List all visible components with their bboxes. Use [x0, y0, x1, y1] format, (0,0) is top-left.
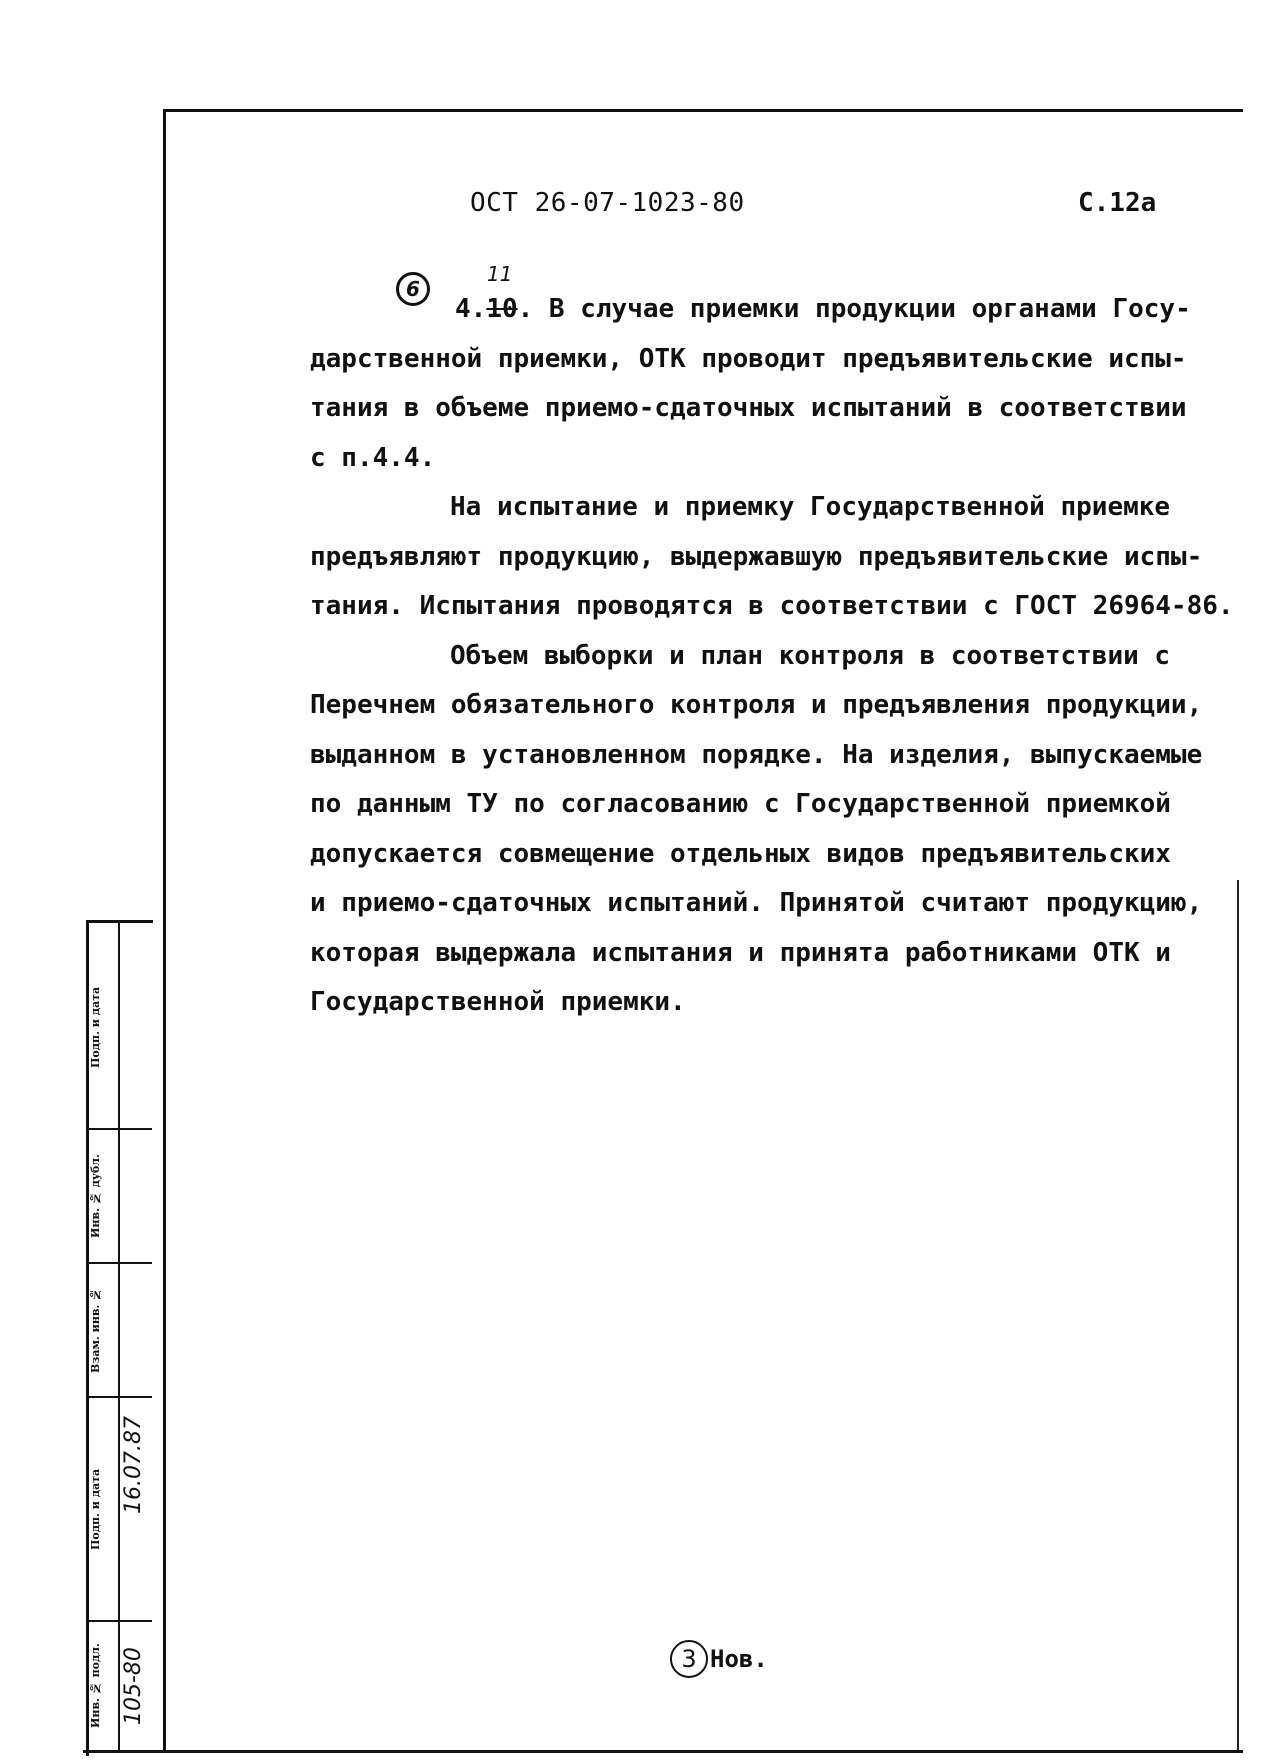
text-line: предъявляют продукцию, выдержавшую предъявительские испы-	[310, 541, 1203, 572]
document-code: ОСТ 26-07-1023-80	[470, 188, 745, 218]
page-frame-left	[163, 109, 166, 1751]
stamp-label-dup-inv: Инв. № дубл.	[89, 1154, 102, 1238]
stamp-label-replace-inv: Взам. инв. №	[89, 1287, 102, 1373]
text-line: дарственной приемки, ОТК проводит предъявительские испы-	[310, 343, 1187, 374]
text-line: выданном в установленном порядке. На изделия, выпускаемые	[310, 739, 1203, 770]
text-line: . В случае приемки продукции органами Госу-	[517, 294, 1191, 324]
handwritten-inv-number: 105-80	[121, 1647, 146, 1725]
text-line: по данным ТУ по согласованию с Государственной приемкой	[310, 789, 1171, 819]
handwritten-date: 16.07.87	[121, 1416, 146, 1514]
stamp-cell-border	[86, 1262, 152, 1264]
text-line: Перечнем обязательного контроля и предъявления продукции,	[310, 690, 1203, 720]
stamp-label-sign-date-2: Подп. и дата	[89, 1468, 102, 1550]
document-body	[310, 285, 1234, 1028]
clause-prefix: 4.	[455, 294, 487, 324]
text-line: Объем выборки и план контроля в соответствии с	[450, 640, 1171, 671]
clause-first-line	[310, 285, 1230, 335]
page-number: С.12а	[1078, 188, 1157, 218]
footer-status: Нов.	[710, 1645, 768, 1673]
footer-revision	[670, 1640, 768, 1678]
page-frame-right	[1237, 880, 1239, 1750]
stamp-cell-border	[86, 1128, 152, 1130]
page-frame-top	[163, 109, 1243, 112]
struck-clause-number: 10	[486, 294, 518, 324]
text-line: допускается совмещение отдельных видов предъявительских	[310, 838, 1171, 869]
stamp-label-sign-date: Подп. и дата	[89, 986, 102, 1069]
footer-revision-circle: 3	[670, 1640, 708, 1678]
text-line: которая выдержала испытания и принята работниками ОТК и	[310, 937, 1171, 968]
text-line: и приемо-сдаточных испытаний. Принятой считают продукцию,	[310, 888, 1203, 918]
stamp-label-original-inv: Инв. № подл.	[89, 1643, 102, 1729]
text-line: тания. Испытания проводятся в соответствии с ГОСТ 26964-86.	[310, 591, 1234, 621]
text-line: Государственной приемки.	[310, 987, 686, 1017]
text-line: с п.4.4.	[310, 442, 436, 473]
stamp-divider	[118, 920, 120, 1753]
page-frame-bottom	[83, 1750, 1243, 1753]
text-line: тания в объеме приемо-сдаточных испытаний в соответствии	[310, 393, 1187, 423]
handwritten-clause-number: 11	[487, 262, 513, 286]
text-line: На испытание и приемку Государственной приемке	[450, 492, 1171, 522]
revision-mark: 6	[396, 272, 430, 306]
stamp-cell-border	[86, 1620, 152, 1622]
stamp-cell-border	[86, 1396, 152, 1398]
